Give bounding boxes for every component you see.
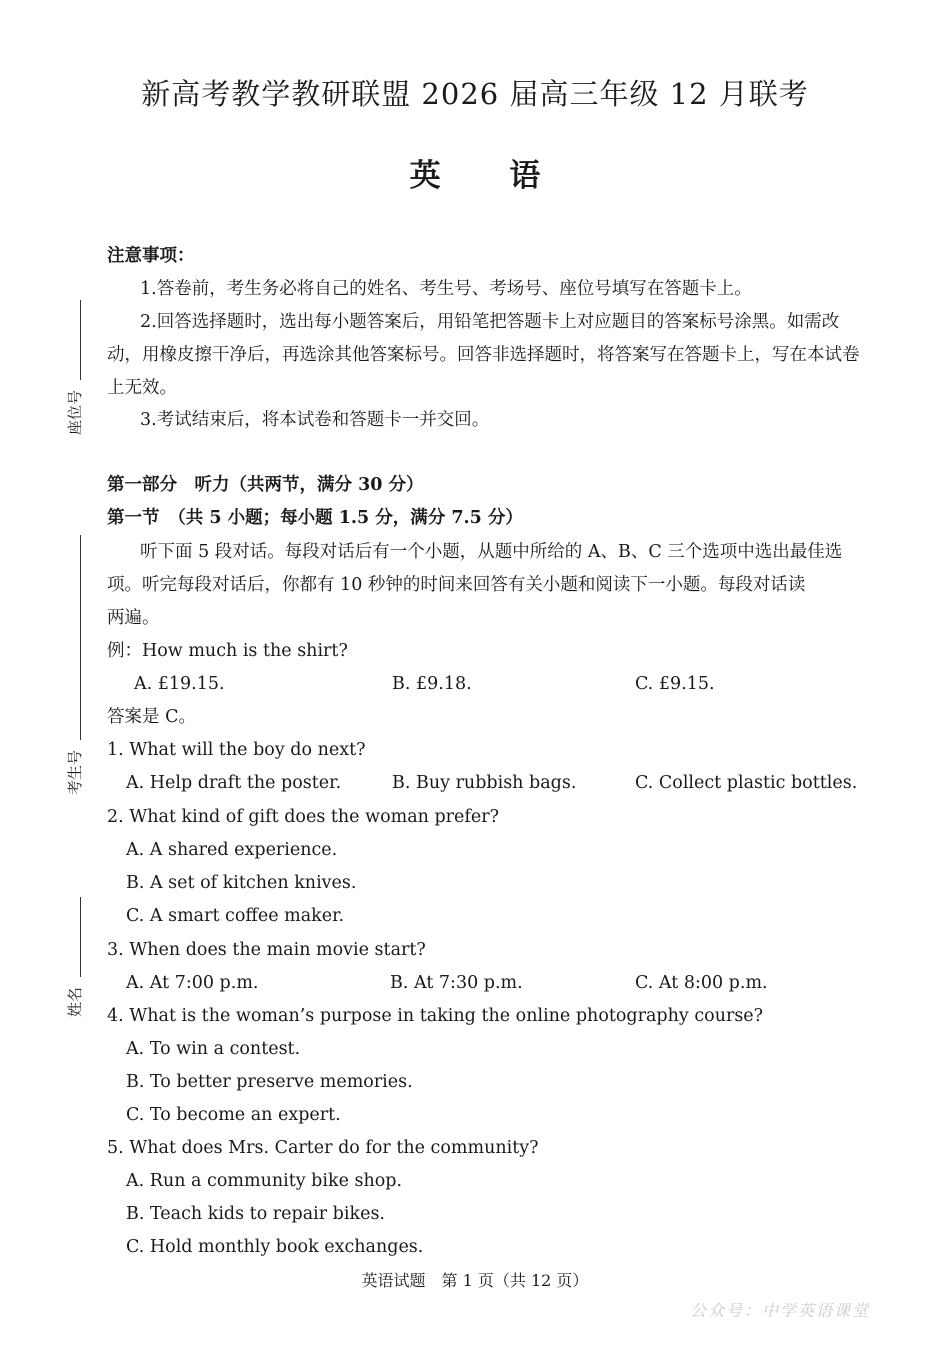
question-1-option-b: B. Buy rubbish bags. <box>392 773 577 793</box>
question-1-option-c: C. Collect plastic bottles. <box>635 773 858 793</box>
notice-item-2-line-2: 动，用橡皮擦干净后，再选涂其他答案标号。回答非选择题时，将答案写在答题卡上，写在本试卷 <box>107 345 860 365</box>
question-2-option-a: A. A shared experience. <box>126 840 338 860</box>
example-option-a: A. £19.15. <box>134 674 225 694</box>
question-2-option-c: C. A smart coffee maker. <box>126 906 345 926</box>
subject-title: 英 语 <box>409 158 541 194</box>
example-question: 例：How much is the shirt? <box>107 641 348 661</box>
question-1-stem: 1. What will the boy do next? <box>107 740 366 760</box>
question-2-stem: 2. What kind of gift does the woman prefer? <box>107 807 499 827</box>
exam-title: 新高考教学教研联盟 2026 届高三年级 12 月联考 <box>141 77 809 111</box>
question-2-option-b: B. A set of kitchen knives. <box>126 873 357 893</box>
notice-item-3: 3.考试结束后，将本试卷和答题卡一并交回。 <box>140 410 490 430</box>
question-5-stem: 5. What does Mrs. Carter do for the community? <box>107 1138 539 1158</box>
seat-line <box>80 300 81 380</box>
question-5-option-a: A. Run a community bike shop. <box>126 1171 403 1191</box>
example-option-b: B. £9.18. <box>392 674 472 694</box>
instructions-line-2: 项。听完每段对话后，你都有 10 秒钟的时间来回答有关小题和阅读下一小题。每段对话读 <box>107 575 806 595</box>
question-1-option-a: A. Help draft the poster. <box>126 773 342 793</box>
section1-heading: 第一节 （共 5 小题；每小题 1.5 分，满分 7.5 分） <box>107 508 523 528</box>
question-3-stem: 3. When does the main movie start? <box>107 940 426 960</box>
example-answer: 答案是 C。 <box>107 707 196 727</box>
instructions-line-3: 两遍。 <box>107 608 160 628</box>
instructions-line-1: 听下面 5 段对话。每段对话后有一个小题，从题中所给的 A、B、C 三个选项中选出最佳选 <box>140 542 843 562</box>
question-5-option-b: B. Teach kids to repair bikes. <box>126 1204 385 1224</box>
question-4-option-c: C. To become an expert. <box>126 1105 341 1125</box>
exam-no-line <box>80 535 81 740</box>
question-4-stem: 4. What is the woman’s purpose in taking the online photography course? <box>107 1006 764 1026</box>
name-label: 姓名 <box>66 986 84 1017</box>
notice-item-2-line-1: 2.回答选择题时，选出每小题答案后，用铅笔把答题卡上对应题目的答案标号涂黑。如需改 <box>140 312 840 332</box>
notice-item-1: 1.答卷前，考生务必将自己的姓名、考生号、考场号、座位号填写在答题卡上。 <box>140 279 752 299</box>
watermark: 公众号：中学英语课堂 <box>690 1301 871 1320</box>
name-line <box>80 897 81 977</box>
notice-heading: 注意事项： <box>107 246 195 266</box>
question-3-option-c: C. At 8:00 p.m. <box>635 973 768 993</box>
question-5-option-c: C. Hold monthly book exchanges. <box>126 1237 424 1257</box>
question-4-option-a: A. To win a contest. <box>126 1039 301 1059</box>
example-option-c: C. £9.15. <box>635 674 715 694</box>
question-3-option-a: A. At 7:00 p.m. <box>126 973 259 993</box>
question-4-option-b: B. To better preserve memories. <box>126 1072 413 1092</box>
part1-heading: 第一部分 听力（共两节，满分 30 分） <box>107 475 424 495</box>
page-footer: 英语试题 第 1 页（共 12 页） <box>361 1271 589 1290</box>
exam-no-label: 考生号 <box>66 749 84 795</box>
seat-label: 座位号 <box>66 389 84 435</box>
question-3-option-b: B. At 7:30 p.m. <box>390 973 523 993</box>
notice-item-2-line-3: 上无效。 <box>107 378 177 398</box>
